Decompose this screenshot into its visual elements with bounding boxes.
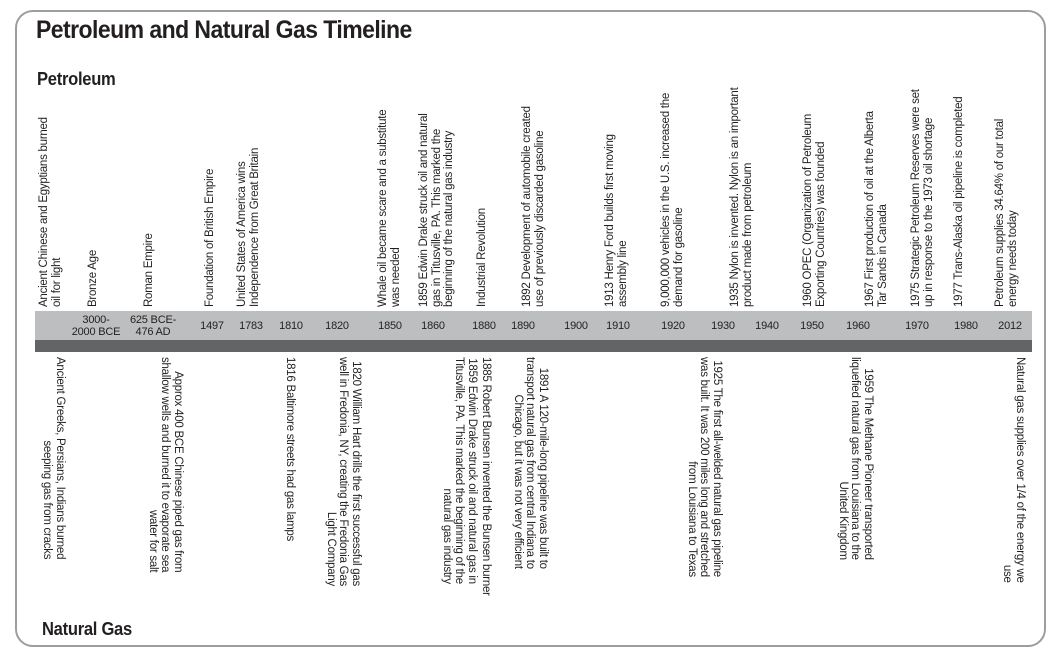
event-text-line: 1960 OPEC (Organization of Petroleum <box>802 114 814 307</box>
event-text-line: shallow wells and burned it to evaporate sea <box>159 357 172 573</box>
year-label: 1890 <box>511 320 535 332</box>
event-text-line: Ancient Chinese and Egyptians burned <box>38 117 50 307</box>
event-text-line: transport natural gas from central Indiana to <box>524 357 537 569</box>
year-label: 1920 <box>661 320 685 332</box>
event-text-line: water for salt <box>147 509 159 573</box>
event-text-line: 1816 Baltimore streets had gas lamps <box>284 357 296 542</box>
event-text-line: use <box>1001 564 1014 583</box>
year-label: 1880 <box>472 320 496 332</box>
event-text-line: 1959 The Methane Pioneer transported <box>862 368 874 560</box>
event-text-line: 1935 Nylon is invented. Nylon is an important <box>729 87 741 307</box>
event-text-line: 1859 Edwin Drake struck oil and natural <box>418 113 430 307</box>
year-label: 3000- 2000 BCE <box>71 314 121 338</box>
event-text-line: Titusville, PA. This marked the beginning of the <box>453 357 466 584</box>
event-text-line: Roman Empire <box>143 233 155 307</box>
event-text-line: from Louisiana to Texas <box>686 461 698 577</box>
event-text-line: 1925 The first all-welded natural gas pipeline <box>711 360 723 577</box>
event-text-line: 1967 First production of oil at the Alberta <box>864 111 876 307</box>
event-text-line: Tar Sands in Canada <box>876 204 889 307</box>
event-text-line: 9,000,000 vehicles in the U.S. increased the <box>660 92 672 307</box>
event-text-line: United Kingdom <box>837 481 849 560</box>
year-label: 1850 <box>378 320 402 332</box>
event-text-line: Natural gas supplies over 1/4 of the energy we <box>1014 357 1026 583</box>
year-label: 1810 <box>279 320 303 332</box>
year-label: 1930 <box>711 320 735 332</box>
event-text-line: was needed <box>389 247 402 307</box>
event-text-line: Light Company <box>325 511 337 587</box>
event-text-line: 1885 Robert Bunsen invented the Bunsen burner <box>480 357 492 596</box>
year-label: 1860 <box>421 320 445 332</box>
event-text-line: use of previously discarded gasoline <box>533 130 546 307</box>
page-title: Petroleum and Natural Gas Timeline <box>36 16 412 44</box>
year-label: 1970 <box>905 320 929 332</box>
year-label: 1910 <box>606 320 630 332</box>
event-text-line: Approx 400 BCE Chinese piped gas from <box>172 371 184 573</box>
event-text-line: Industrial Revolution <box>476 208 488 307</box>
year-label: 1497 <box>200 320 224 332</box>
event-text-line: Whale oil became scare and a substitute <box>377 109 389 307</box>
event-text-line: 1820 William Hart drills the first successful gas <box>350 361 362 587</box>
event-text-line: 1892 Development of automobile created <box>521 106 533 307</box>
event-text-line: energy needs today <box>1006 210 1019 307</box>
year-label: 1950 <box>800 320 824 332</box>
event-text-line: natural gas industry <box>441 488 453 584</box>
event-text-line: Exporting Countries) was founded <box>814 141 827 307</box>
event-text-line: demand for gasoline <box>672 207 685 307</box>
event-text-line: 1891 A 120-mile-long pipeline was built to <box>537 367 549 569</box>
event-text-line: beginning of the natural gas industry <box>443 130 455 307</box>
event-text-line: Chicago, but it was not very efficient <box>512 394 524 569</box>
event-text-line: 1913 Henry Ford builds first moving <box>604 134 616 307</box>
event-text-line: Ancient Greeks, Persians, Indians burned <box>54 357 66 560</box>
event-text-line: seeping gas from cracks <box>41 440 54 560</box>
year-label: 625 BCE- 476 AD <box>129 314 177 338</box>
year-label: 1820 <box>325 320 349 332</box>
section-label-natural-gas: Natural Gas <box>42 619 132 639</box>
event-text-line: Independence from Great Britain <box>248 147 261 307</box>
event-text-line: up in response to the 1973 oil shortage <box>922 117 935 307</box>
year-label: 1940 <box>755 320 779 332</box>
event-text-line: Petroleum supplies 34.64% of our total <box>994 118 1006 307</box>
year-label: 1980 <box>954 320 978 332</box>
event-text-line: product made from petroleum <box>741 162 754 307</box>
event-text-line: was built. It was 200 miles long and stretched <box>698 357 711 577</box>
year-label: 1960 <box>846 320 870 332</box>
year-label: 1900 <box>564 320 588 332</box>
event-text-line: Foundation of British Empire <box>204 168 216 307</box>
year-label: 1783 <box>239 320 263 332</box>
event-text-line: assembly line <box>616 240 629 307</box>
section-label-petroleum: Petroleum <box>37 69 116 89</box>
timeline-axis-divider <box>35 340 1032 352</box>
event-text-line: Bronze Age <box>87 250 99 307</box>
event-text-line: 1975 Strategic Petroleum Reserves were set <box>910 89 922 307</box>
event-text-line: well in Fredonia, NY, creating the Fredonia Gas <box>337 357 350 587</box>
event-text-line: liquefied natural gas from Louisiana to the <box>849 357 862 560</box>
event-text-line: United States of America wins <box>236 161 248 307</box>
event-text-line: gas in Titusville, PA. This marked the <box>430 129 443 307</box>
event-text-line: 1977 Trans-Alaska oil pipeline is completed <box>953 96 965 307</box>
year-label: 2012 <box>998 320 1022 332</box>
event-text-line: oil for light <box>50 257 63 307</box>
event-text-line: 1859 Edwin Drake struck oil and natural gas in <box>466 358 478 584</box>
